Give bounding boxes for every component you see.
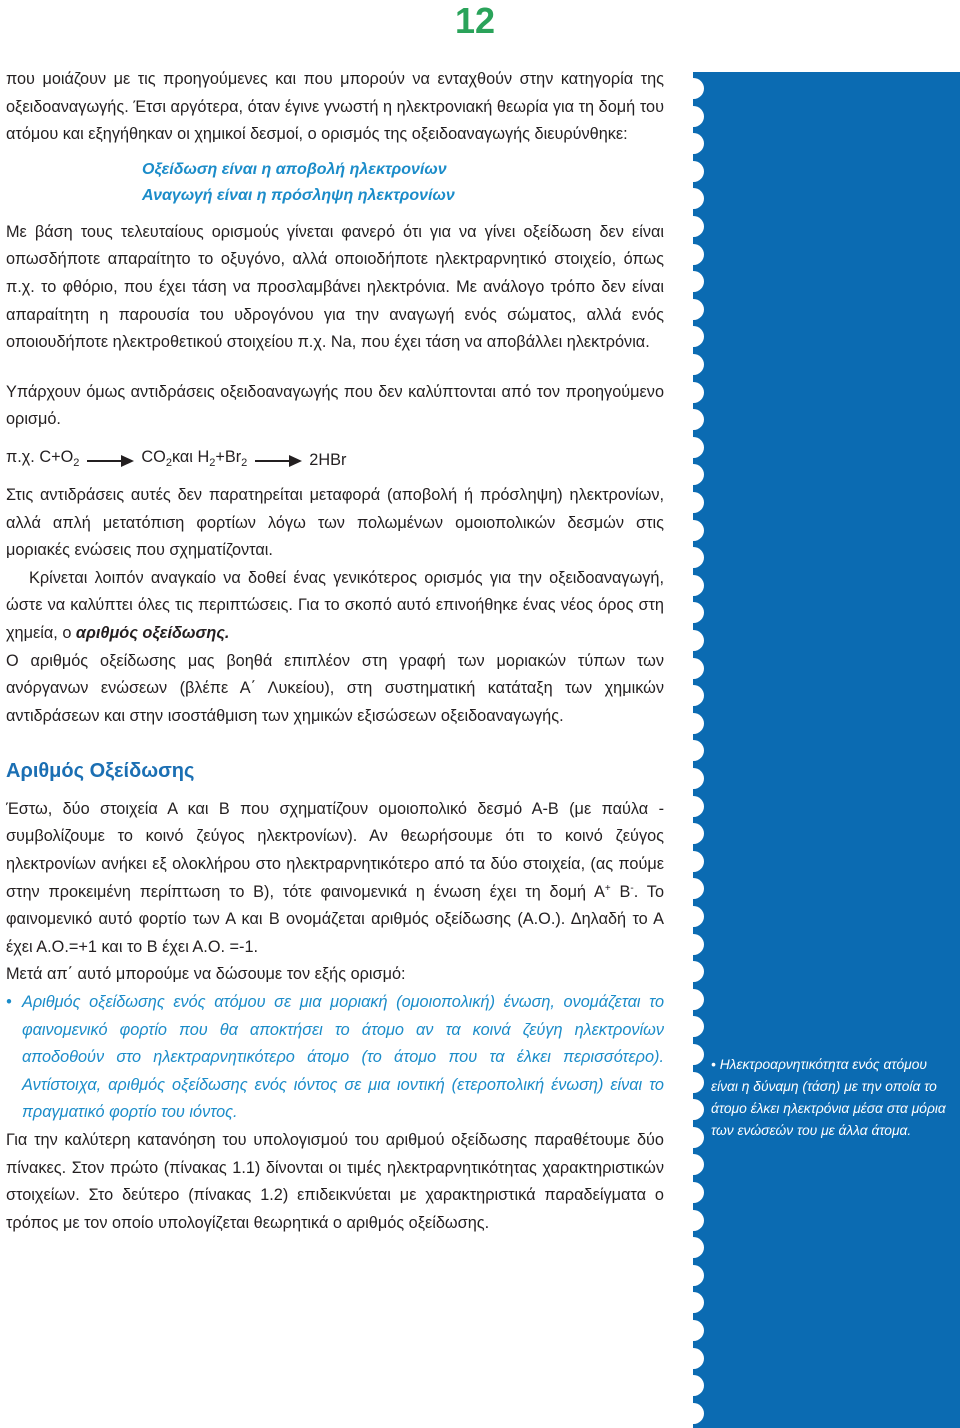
paragraph-new-term: Κρίνεται λοιπόν αναγκαίο να δοθεί ένας γενικότερος ορισμός για την οξειδοαναγωγή, ώστε να καλύπτει όλες τις περιπτώσεις. Για το σκοπό αυτό επινοήθηκε ένας νέος όρος στη χημεία, ο αριθμός οξείδωσης. [6,568,664,642]
binder-hole [683,133,704,154]
binder-hole [683,78,704,99]
term-oxidation-number: αριθμός οξείδωσης. [75,623,230,642]
bullet-icon: • [6,993,12,1012]
binder-hole [683,437,704,458]
binder-hole [683,796,704,817]
binder-hole [683,1320,704,1341]
binder-hole [683,685,704,706]
binder-hole [683,575,704,596]
binder-hole [683,906,704,927]
sidebar-bullet: • [711,1057,716,1072]
redox-definitions [6,157,664,209]
binder-hole [683,547,704,568]
binder-hole [683,216,704,237]
intro-paragraph: που μοιάζουν με τις προηγούμενες και που μπορούν να ενταχθούν στην κατηγορία της οξειδοαναγωγής. Έτσι αργότερα, όταν έγινε γνωστή η ηλεκτρονιακή θεωρία για τη δομή του ατόμου και εξηγήθηκαν οι χημικοί δεσμοί, ο ορισμός της οξειδοαναγωγής διευρύνθηκε: [6,70,664,144]
binder-hole [683,1348,704,1369]
binder-hole [683,382,704,403]
binder-hole [683,740,704,761]
eq-product-1: $CO_2$ [141,448,172,470]
eq-product-2: 2HBr [309,451,347,470]
section-heading: Αριθμός Οξείδωσης [6,760,195,783]
paragraph-lead-in: Μετά απ΄ αυτό μπορούμε να δώσουμε τον εξής ορισμό: [6,965,406,984]
binder-hole [683,1016,704,1037]
paragraph-exceptions: Υπάρχουν όμως αντιδράσεις οξειδοαναγωγής που δεν καλύπτονται από τον προηγούμενο ορισμό. [6,382,664,429]
binder-hole [683,630,704,651]
binder-holes [683,72,713,1428]
binder-hole [683,299,704,320]
binder-hole [683,1099,704,1120]
page-number: 12 [455,0,496,41]
paragraph-electronegative: Με βάση τους τελευταίους ορισμούς γίνεται φανερό ότι για να γίνει οξείδωση δεν είναι οπωσδήποτε απαραίτητο το οξυγόνο, αλλά οποιοδήποτε ηλεκτραρνητικό στοιχείο, όπως π.χ. το φθόριο, που έχει τάση να προσλαμβάνει ηλεκτρόνια. Με ανάλογο τρόπο δεν είναι απαραίτητη η παρουσία του υδρογόνου για την αναγωγή ενός σώματος, αλλά ενός οποιουδήποτε ηλεκτροθετικού στοιχείου π.χ. Na, που έχει τάση να αποβάλλει ηλεκτρόνια. [6,222,664,352]
binder-hole [683,492,704,513]
binder-hole [683,878,704,899]
binder-hole [683,823,704,844]
binder-hole [683,1292,704,1313]
eq-reactants-2: και $H_2+Br_2$ [171,448,248,470]
binder-hole [683,464,704,485]
binder-hole [683,1182,704,1203]
reaction-arrow-icon [85,454,135,468]
binder-hole [683,768,704,789]
binder-hole [683,1044,704,1065]
sidebar-note-text: Ηλεκτροαρνητικότητα ενός ατόμου είναι η δύναμη (τάση) με την οποία το άτομο έλκει ηλεκτρόνια μέσα στα μόρια των ενώσεών του με άλλα άτομα. [711,1057,946,1138]
binder-hole [683,244,704,265]
eq-reactants-1: π.χ. $C+O_2$ [6,448,80,470]
binder-hole [683,989,704,1010]
binder-hole [683,961,704,982]
binder-hole [683,1375,704,1396]
binder-hole [683,1210,704,1231]
paragraph-uses: Ο αριθμός οξείδωσης μας βοηθά επιπλέον στη γραφή των μοριακών τύπων των ανόργανων ενώσεων (βλέπε Α΄ Λυκείου), στη συστηματική κατάταξη των χημικών αντιδράσεων και στην ισοστάθμιση των χημικών εξισώσεων οξειδοαναγωγής. [6,651,664,725]
binder-hole [683,602,704,623]
binder-hole [683,1127,704,1148]
paragraph-no-transfer: Στις αντιδράσεις αυτές δεν παρατηρείται μεταφορά (αποβολή ή πρόσληψη) ηλεκτρονίων, αλλά απλή μετατόπιση φορτίων λόγω των πολωμένων ομοιοπολικών δεσμών στις μοριακές ενώσεις που σχηματίζονται. [6,485,664,560]
main-text-column [6,66,664,1237]
binder-hole [683,1237,704,1258]
binder-hole [683,1403,704,1424]
binder-hole [683,161,704,182]
binder-hole [683,354,704,375]
binder-hole [683,326,704,347]
sidebar-panel [693,72,960,1428]
binder-hole [683,713,704,734]
binder-hole [683,658,704,679]
reaction-arrow-icon [253,454,303,468]
binder-hole [683,106,704,127]
binder-hole [683,1154,704,1175]
definition-oxidation: Οξείδωση είναι η αποβολή ηλεκτρονίων [142,160,447,178]
paragraph-example-ab: Έστω, δύο στοιχεία Α και Β που σχηματίζουν ομοιοπολικό δεσμό Α-Β (με παύλα - συμβολίζουμε το κοινό ζεύγος ηλεκτρονίων). Αν θεωρήσουμε ότι το κοινό ζεύγος ηλεκτρονίων ανήκει εξ ολοκλήρου στο ηλεκτραρνητικότερο από τα δύο στοιχεία, (ας πούμε στην προκειμένη περίπτωση το Β), τότε φαινομενικά η ένωση έχει τη δομή Α+ Β-. Το φαινομενικό αυτό φορτίο των Α και Β ονομάζεται αριθμός οξείδωσης (Α.Ο.). Δηλαδή το Α έχει Α.Ο.=+1 και το Β έχει Α.Ο. =-1. [6,799,664,956]
binder-hole [683,409,704,430]
binder-hole [683,1072,704,1093]
binder-hole [683,1265,704,1286]
definition-oxidation-number: • Αριθμός οξείδωσης ενός ατόμου σε μια μοριακή (ομοιοπολική) ένωση, ονομάζεται το φαινομενικό φορτίο που θα αποκτήσει το άτομο αν τα κοινά ζεύγη ηλεκτρονίων αποδοθούν στο ηλεκτραρνητικότερο άτομο (το άτομο που τα έλκει περισσότερο). Αντίστοιχα, αριθμός οξείδωσης ενός ιόντος σε μια ιοντική (ετεροπολική ένωση) είναι το πραγματικό φορτίο του ιόντος. [6,989,664,1127]
binder-hole [683,520,704,541]
example-equation [6,446,664,476]
definition-reduction: Αναγωγή είναι η πρόσληψη ηλεκτρονίων [142,186,455,204]
sidebar-note [711,1054,951,1142]
binder-hole [683,271,704,292]
binder-hole [683,188,704,209]
binder-hole [683,934,704,955]
paragraph-tables: Για την καλύτερη κατανόηση του υπολογισμού του αριθμού οξείδωσης παραθέτουμε δύο πίνακες. Στον πρώτο (πίνακας 1.1) δίνονται οι τιμές ηλεκτραρνητικότητας χαρακτηριστικών στοιχείων. Στο δεύτερο (πίνακας 1.2) επιδεικνύεται με χαρακτηριστικά παραδείγματα ο τρόπος με τον οποίο υπολογίζεται θεωρητικά ο αριθμός οξείδωσης. [6,1131,664,1232]
binder-hole [683,851,704,872]
